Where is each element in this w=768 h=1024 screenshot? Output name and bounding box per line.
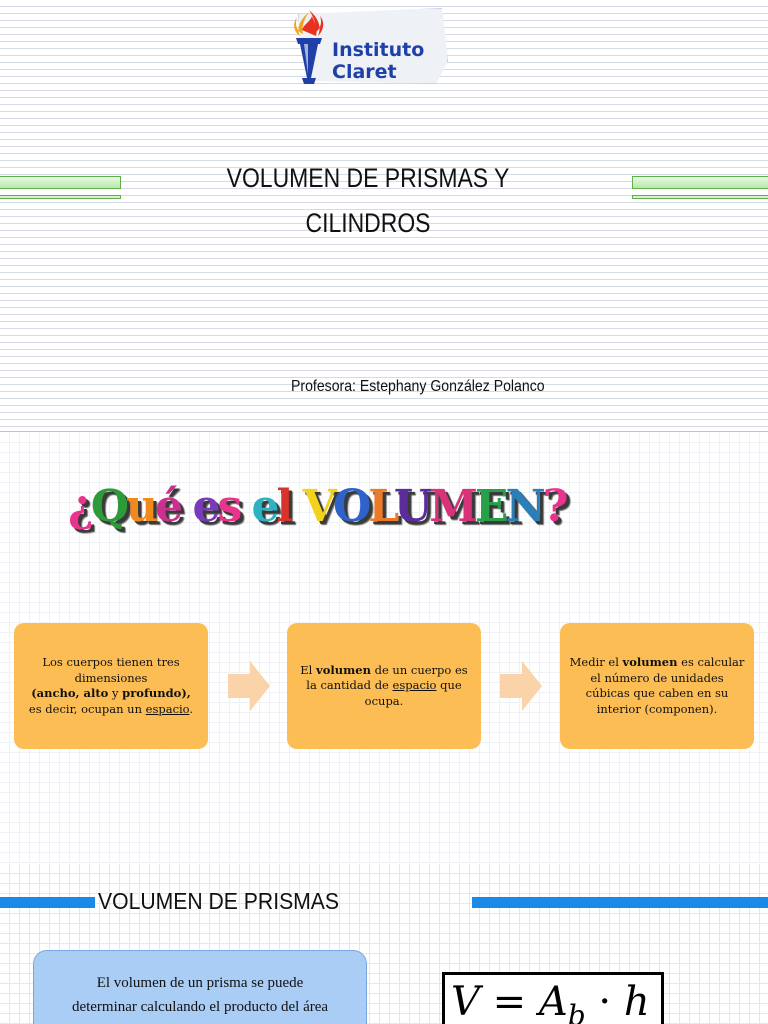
formula-v: V	[451, 979, 480, 1024]
wordart-letter: N	[505, 481, 543, 532]
wordart-letter: ¿	[68, 481, 91, 532]
wordart-letter: é	[155, 481, 181, 532]
wordart-letter: Q	[90, 481, 127, 532]
wordart-letter: E	[474, 481, 506, 532]
wordart-letter	[180, 481, 192, 532]
card-text-volumen: volumen	[622, 655, 678, 669]
card-text-alto: alto	[83, 686, 109, 700]
wordart-letter	[290, 481, 302, 532]
card-text-fragment: que ocupa.	[364, 678, 462, 708]
wordart-heading	[68, 481, 565, 532]
arrow-right-icon	[228, 661, 270, 711]
slide-title-line1: VOLUMEN DE PRISMAS Y	[226, 163, 510, 193]
wordart-letter: U	[393, 481, 430, 532]
torch-icon	[288, 8, 330, 86]
card-text-profundo: profundo	[122, 686, 182, 700]
wordart-letter: M	[429, 481, 475, 532]
wordart-letter: l	[276, 481, 291, 532]
card-text-fragment: El	[300, 662, 317, 677]
card-text-fragment: Medir el	[569, 655, 623, 669]
card-text-ancho: ancho	[36, 686, 76, 700]
card-text-line: Los cuerpos tienen tres dimensiones	[42, 655, 180, 685]
arrow-right-icon	[500, 661, 542, 711]
info-line: El volumen de un prisma se puede	[96, 975, 304, 991]
info-line: determinar calculando el producto del área	[71, 999, 329, 1015]
decor-thin-bar-right	[632, 195, 768, 199]
card-text-espacio: espacio	[145, 701, 190, 716]
wordart-letter: s	[217, 481, 240, 532]
wordart-letter: e	[192, 481, 218, 532]
wordart-letter	[239, 481, 251, 532]
volume-definition-slide	[0, 433, 768, 863]
formula-subscript: b	[567, 999, 586, 1024]
card-text-volumen: volumen	[316, 662, 371, 677]
card-text-fragment: ,	[75, 686, 84, 700]
wordart-letter: e	[251, 481, 277, 532]
prism-volume-slide	[0, 864, 768, 1024]
formula-h: h	[623, 979, 650, 1024]
wordart-letter: O	[332, 481, 369, 532]
prism-definition-box	[33, 950, 367, 1024]
wordart-letter: L	[368, 481, 394, 532]
card-text-fragment: es calcular el número de unidades cúbicas que caben en su interior (componen).	[585, 655, 745, 716]
definition-card-dimensions	[14, 623, 208, 749]
logo-text-claret: Claret	[332, 61, 397, 83]
card-text-espacio: espacio	[392, 678, 437, 693]
wordart-letter: ?	[542, 481, 566, 532]
definition-card-measure	[560, 623, 754, 749]
card-text-fragment: de un cuerpo es la cantidad de	[306, 662, 468, 693]
section-title: VOLUMEN DE PRISMAS	[98, 888, 340, 914]
card-text-fragment: (	[31, 686, 37, 700]
definition-card-volume	[287, 623, 481, 749]
teacher-name: Profesora: Estephany González Polanco	[291, 378, 545, 395]
title-slide	[0, 0, 768, 432]
wordart-letter: u	[126, 481, 156, 532]
logo-text-instituto: Instituto	[332, 39, 425, 61]
card-text-fragment: y	[108, 686, 123, 700]
slide-title-line2: CILINDROS	[305, 208, 431, 238]
card-text	[568, 655, 746, 717]
formula-area: A	[538, 979, 568, 1024]
card-text	[295, 663, 473, 710]
decor-thin-bar-left	[0, 195, 121, 199]
card-text-fragment: ),	[181, 686, 191, 700]
formula-equals: =	[479, 979, 539, 1024]
card-text-fragment: .	[189, 701, 194, 716]
volume-formula	[442, 972, 664, 1024]
header-bar-right	[472, 897, 768, 908]
instituto-claret-logo	[288, 4, 456, 84]
header-bar-left	[0, 897, 95, 908]
card-text-line: es decir, ocupan un	[28, 701, 146, 716]
card-text	[22, 655, 200, 717]
wordart-letter: V	[302, 481, 333, 532]
formula-dot: ·	[585, 979, 624, 1024]
